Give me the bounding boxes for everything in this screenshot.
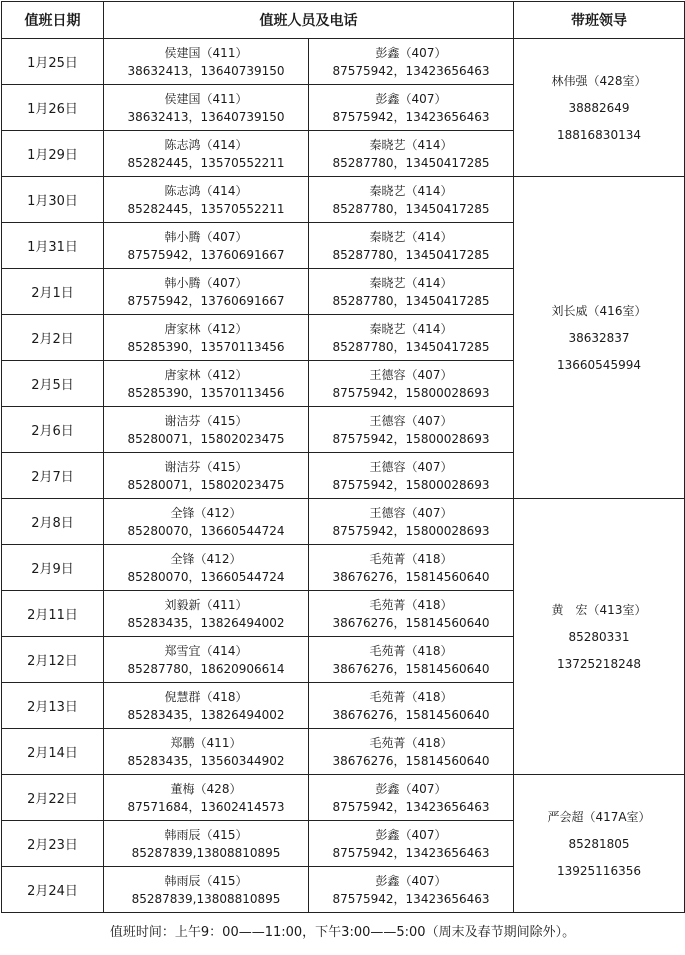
duty-date: 2月2日 [2,315,104,361]
staff-name: 韩小腾（407） [164,275,248,290]
leader-name: 黄 宏（413室） [551,602,647,617]
staff-phone: 85282445，13570552211 [127,155,285,170]
staff-phone: 85285390，13570113456 [127,385,285,400]
duty-date: 2月13日 [2,683,104,729]
staff-primary [104,453,309,499]
leader-name: 严会超（417A室） [547,809,651,824]
leader-cell [514,39,685,177]
staff-phone: 87575942，15800028693 [332,477,490,492]
staff-name: 秦晓艺（414） [369,137,453,152]
staff-secondary [309,177,514,223]
table-row [2,775,685,821]
staff-phone: 85287780，13450417285 [332,247,490,262]
table-body [2,39,685,913]
staff-secondary [309,729,514,775]
staff-name: 郑鹏（411） [170,735,242,750]
staff-name: 唐家林（412） [164,367,248,382]
leader-phone: 85281805 [568,836,630,851]
header-staff: 值班人员及电话 [104,2,514,39]
staff-name: 韩雨辰（415） [164,873,248,888]
staff-phone: 85283435，13826494002 [127,707,285,722]
staff-secondary [309,591,514,637]
staff-secondary [309,407,514,453]
duty-date: 2月23日 [2,821,104,867]
staff-phone: 85287780，13450417285 [332,155,490,170]
staff-phone: 87575942，15800028693 [332,523,490,538]
leader-name: 林伟强（428室） [551,73,647,88]
duty-date: 2月6日 [2,407,104,453]
leader-phone: 13925116356 [557,863,641,878]
staff-name: 陈志鸿（414） [164,137,248,152]
staff-primary [104,223,309,269]
staff-secondary [309,775,514,821]
table-row [2,499,685,545]
staff-name: 侯建国（411） [164,45,248,60]
leader-phone: 13725218248 [557,656,641,671]
staff-primary [104,407,309,453]
staff-name: 彭鑫（407） [375,873,447,888]
staff-name: 毛苑菁（418） [369,689,453,704]
leader-phone: 13660545994 [557,357,641,372]
staff-phone: 87575942，15800028693 [332,385,490,400]
staff-phone: 85287780，13450417285 [332,293,490,308]
duty-date: 2月1日 [2,269,104,315]
staff-secondary [309,131,514,177]
staff-phone: 85280070，13660544724 [127,569,285,584]
staff-secondary [309,453,514,499]
staff-name: 秦晓艺（414） [369,321,453,336]
staff-name: 韩雨辰（415） [164,827,248,842]
staff-secondary [309,361,514,407]
staff-name: 唐家林（412） [164,321,248,336]
staff-primary [104,867,309,913]
duty-date: 1月31日 [2,223,104,269]
staff-name: 谢洁芬（415） [164,413,248,428]
staff-phone: 85287780，13450417285 [332,339,490,354]
duty-schedule-table [1,1,685,913]
staff-phone: 85280070，13660544724 [127,523,285,538]
staff-primary [104,729,309,775]
staff-secondary [309,315,514,361]
staff-name: 王德容（407） [369,413,453,428]
staff-phone: 85287839,13808810895 [131,891,281,906]
staff-primary [104,315,309,361]
staff-name: 韩小腾（407） [164,229,248,244]
duty-date: 1月25日 [2,39,104,85]
staff-phone: 38632413，13640739150 [127,63,285,78]
leader-cell [514,499,685,775]
duty-date: 2月5日 [2,361,104,407]
staff-primary [104,683,309,729]
table-row [2,39,685,85]
staff-primary [104,131,309,177]
staff-phone: 85287839,13808810895 [131,845,281,860]
staff-secondary [309,223,514,269]
staff-name: 毛苑菁（418） [369,643,453,658]
staff-name: 彭鑫（407） [375,91,447,106]
staff-name: 毛苑菁（418） [369,597,453,612]
staff-secondary [309,499,514,545]
staff-name: 秦晓艺（414） [369,275,453,290]
leader-cell [514,177,685,499]
staff-secondary [309,85,514,131]
staff-name: 彭鑫（407） [375,781,447,796]
staff-primary [104,637,309,683]
staff-primary [104,591,309,637]
staff-phone: 87575942，13760691667 [127,247,285,262]
staff-phone: 85282445，13570552211 [127,201,285,216]
staff-phone: 38632413，13640739150 [127,109,285,124]
leader-phone: 38632837 [568,330,630,345]
leader-cell [514,775,685,913]
duty-date: 2月11日 [2,591,104,637]
staff-primary [104,361,309,407]
staff-secondary [309,39,514,85]
staff-primary [104,85,309,131]
staff-phone: 85283435，13826494002 [127,615,285,630]
staff-phone: 87571684，13602414573 [127,799,285,814]
staff-phone: 85287780，13450417285 [332,201,490,216]
staff-phone: 87575942，13423656463 [332,109,490,124]
table-header-row [2,2,685,39]
staff-name: 毛苑菁（418） [369,551,453,566]
duty-date: 1月26日 [2,85,104,131]
staff-phone: 85285390，13570113456 [127,339,285,354]
staff-name: 陈志鸿（414） [164,183,248,198]
staff-phone: 87575942，13423656463 [332,63,490,78]
staff-primary [104,775,309,821]
staff-name: 毛苑菁（418） [369,735,453,750]
leader-phone: 38882649 [568,100,630,115]
duty-date: 2月22日 [2,775,104,821]
staff-name: 彭鑫（407） [375,827,447,842]
leader-name: 刘长威（416室） [551,303,647,318]
staff-primary [104,499,309,545]
staff-name: 郑雪宜（414） [164,643,248,658]
staff-secondary [309,269,514,315]
staff-name: 王德容（407） [369,459,453,474]
staff-name: 刘毅新（411） [164,597,248,612]
duty-date: 2月9日 [2,545,104,591]
staff-secondary [309,867,514,913]
staff-phone: 85283435，13560344902 [127,753,285,768]
staff-phone: 38676276，15814560640 [332,615,490,630]
staff-primary [104,177,309,223]
duty-hours-note: 值班时间：上午9：00——11:00，下午3:00——5:00（周末及春节期间除外）。 [109,925,576,940]
duty-date: 2月7日 [2,453,104,499]
staff-phone: 87575942，13423656463 [332,891,490,906]
leader-phone: 18816830134 [557,127,641,142]
duty-date: 2月8日 [2,499,104,545]
staff-name: 董梅（428） [170,781,242,796]
staff-phone: 87575942，13423656463 [332,799,490,814]
staff-primary [104,545,309,591]
staff-primary [104,269,309,315]
leader-phone: 85280331 [568,629,630,644]
staff-name: 倪慧群（418） [164,689,248,704]
duty-date: 1月30日 [2,177,104,223]
staff-name: 全锋（412） [170,505,242,520]
staff-phone: 87575942，15800028693 [332,431,490,446]
staff-primary [104,821,309,867]
staff-name: 彭鑫（407） [375,45,447,60]
duty-date: 2月14日 [2,729,104,775]
header-date: 值班日期 [2,2,104,39]
staff-name: 侯建国（411） [164,91,248,106]
staff-secondary [309,683,514,729]
staff-name: 谢洁芬（415） [164,459,248,474]
staff-phone: 85280071，15802023475 [127,477,285,492]
staff-phone: 85280071，15802023475 [127,431,285,446]
staff-phone: 38676276，15814560640 [332,661,490,676]
staff-phone: 87575942，13423656463 [332,845,490,860]
staff-primary [104,39,309,85]
staff-phone: 38676276，15814560640 [332,707,490,722]
staff-phone: 87575942，13760691667 [127,293,285,308]
staff-secondary [309,545,514,591]
staff-name: 秦晓艺（414） [369,229,453,244]
header-leader: 带班领导 [514,2,685,39]
staff-phone: 85287780，18620906614 [127,661,285,676]
staff-name: 全锋（412） [170,551,242,566]
staff-name: 王德容（407） [369,505,453,520]
staff-name: 王德容（407） [369,367,453,382]
staff-phone: 38676276，15814560640 [332,569,490,584]
staff-phone: 38676276，15814560640 [332,753,490,768]
staff-secondary [309,821,514,867]
duty-date: 2月12日 [2,637,104,683]
table-row [2,177,685,223]
duty-date: 1月29日 [2,131,104,177]
duty-date: 2月24日 [2,867,104,913]
staff-name: 秦晓艺（414） [369,183,453,198]
staff-secondary [309,637,514,683]
